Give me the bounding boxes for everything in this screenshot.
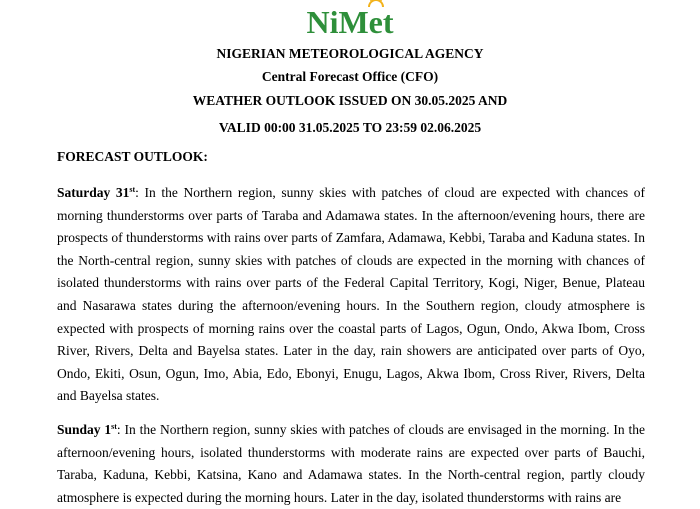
agency-name: NIGERIAN METEOROLOGICAL AGENCY xyxy=(216,46,484,61)
day-label: Sunday 1st xyxy=(57,422,117,437)
sun-arc-icon xyxy=(368,0,384,8)
issued-line: WEATHER OUTLOOK ISSUED ON 30.05.2025 AND xyxy=(192,93,508,108)
day-label: Saturday 31st xyxy=(57,185,136,200)
forecast-outlook-heading: FORECAST OUTLOOK: xyxy=(57,149,208,164)
forecast-text: : In the Northern region, sunny skies with patches of clouds are envisaged in the morning. In the afternoon/evening hours, isolated thunderstorms with moderate rains are expected over parts of Bauchi, Taraba, Kaduna, Kebbi, Katsina, Kano and Adamawa states. In the North-central region, partly cloudy atmosphere is expected during the morning hours. Later in the day, isolated thunderstorms with rains are xyxy=(57,422,645,505)
nimet-logo xyxy=(0,4,700,40)
logo-wordmark xyxy=(306,4,393,40)
logo-text: NiMet xyxy=(306,4,394,40)
forecast-text: : In the Northern region, sunny skies with patches of cloud are expected with chances of morning thunderstorms over parts of Taraba and Adamawa states. In the afternoon/evening hours, there are prospects of thunderstorms with rains over parts of Zamfara, Adamawa, Kebbi, Taraba and Kaduna states. In the North-central region, sunny skies with patches of clouds are expected in the morning with chances of isolated thunderstorms with rains over parts of the Federal Capital Territory, Kogi, Niger, Benue, Plateau and Nasarawa states during the afternoon/evening hours. In the Southern region, cloudy atmosphere is expected with prospects of morning rains over the coastal parts of Lagos, Ogun, Ondo, Akwa Ibom, Cross River, Rivers, Delta and Bayelsa states. Later in the day, rain showers are anticipated over parts of Oyo, Ondo, Ekiti, Osun, Ogun, Imo, Abia, Edo, Ebonyi, Enugu, Lagos, Akwa Ibom, Cross River, Rivers, Delta and Bayelsa states. xyxy=(57,185,645,404)
forecast-paragraph-sunday xyxy=(57,419,645,509)
office-name: Central Forecast Office (CFO) xyxy=(261,69,439,84)
forecast-paragraph-saturday xyxy=(57,182,645,408)
valid-line: VALID 00:00 31.05.2025 TO 23:59 02.06.2025 xyxy=(218,120,482,135)
